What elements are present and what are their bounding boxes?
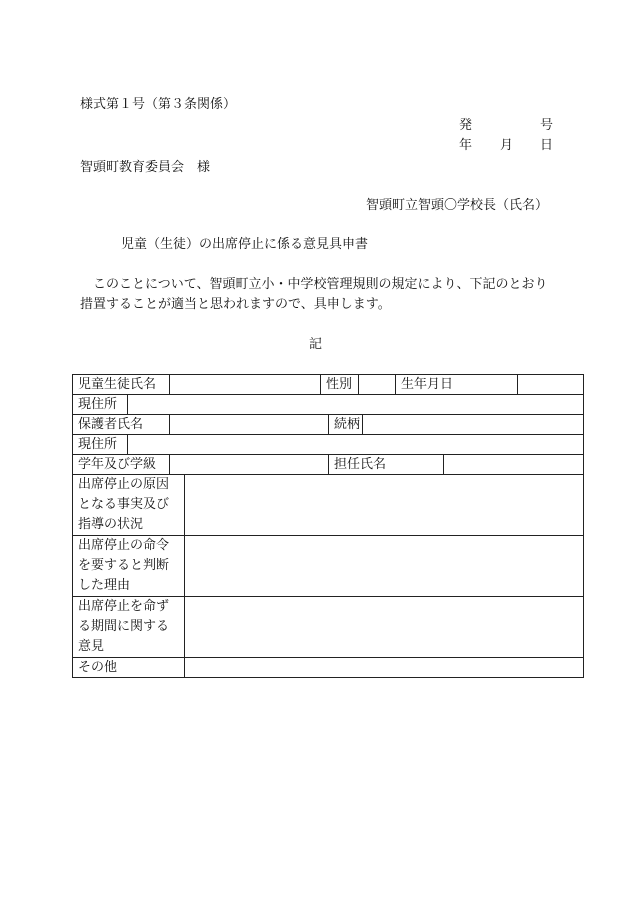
body-paragraph: このことについて、智頭町立小・中学校管理規則の規定により、下記のとおり措置することが適当と思われますので、具申します。: [80, 277, 548, 312]
address-field[interactable]: [128, 395, 584, 415]
period-label-line: 出席停止を命ず: [78, 599, 170, 614]
student-name-field[interactable]: [170, 375, 321, 395]
guardian-name-label: 保護者氏名: [73, 415, 170, 435]
table-row: [73, 395, 584, 415]
other-label: その他: [73, 658, 185, 678]
birthdate-field[interactable]: [518, 375, 584, 395]
sender: 智頭町立智頭〇学校長（氏名）: [366, 198, 549, 213]
table-row: [73, 455, 584, 475]
address-label: 現住所: [73, 395, 128, 415]
document-title: 児童（生徒）の出席停止に係る意見具申書: [121, 237, 369, 252]
period-label-line: る期間に関する: [78, 619, 170, 634]
guardian-address-label: 現住所: [73, 435, 128, 455]
student-name-label: 児童生徒氏名: [73, 375, 170, 395]
grade-class-field[interactable]: [170, 455, 329, 475]
table-row: [73, 536, 584, 597]
homeroom-teacher-label: 担任氏名: [329, 455, 444, 475]
reason-label: [73, 475, 185, 536]
table-row: [73, 415, 584, 435]
grade-class-label: 学年及び学級: [73, 455, 170, 475]
reason-label-line: 指導の状況: [78, 517, 144, 532]
other-field[interactable]: [185, 658, 584, 678]
judgment-field[interactable]: [185, 536, 584, 597]
reason-label-line: となる事実及び: [78, 497, 170, 512]
date-year-label: 年: [459, 138, 473, 153]
date-month-label: 月: [500, 138, 514, 153]
homeroom-teacher-field[interactable]: [444, 455, 584, 475]
addressee: 智頭町教育委員会 様: [80, 160, 211, 175]
info-table: [72, 374, 584, 678]
reason-label-line: 出席停止の原因: [78, 477, 170, 492]
judgment-label: [73, 536, 185, 597]
judgment-label-line: を要すると判断: [78, 558, 170, 573]
form-number: 様式第１号（第３条関係）: [80, 97, 237, 112]
period-field[interactable]: [185, 597, 584, 658]
table-row: [73, 375, 584, 395]
judgment-label-line: した理由: [78, 578, 131, 593]
guardian-address-field[interactable]: [128, 435, 584, 455]
table-row: [73, 658, 584, 678]
guardian-name-field[interactable]: [170, 415, 329, 435]
table-row: [73, 435, 584, 455]
table-row: [73, 475, 584, 536]
judgment-label-line: 出席停止の命令: [78, 538, 170, 553]
relationship-field[interactable]: [363, 415, 584, 435]
gender-label: 性別: [321, 375, 359, 395]
gender-field[interactable]: [359, 375, 396, 395]
reason-field[interactable]: [185, 475, 584, 536]
issue-number-label: 発: [459, 118, 473, 133]
ki-label: 記: [309, 337, 323, 352]
issue-number-suffix: 号: [540, 118, 554, 133]
period-label-line: 意見: [78, 639, 105, 654]
birthdate-label: 生年月日: [396, 375, 518, 395]
table-row: [73, 597, 584, 658]
relationship-label: 続柄: [329, 415, 363, 435]
date-day-label: 日: [540, 138, 554, 153]
period-label: [73, 597, 185, 658]
